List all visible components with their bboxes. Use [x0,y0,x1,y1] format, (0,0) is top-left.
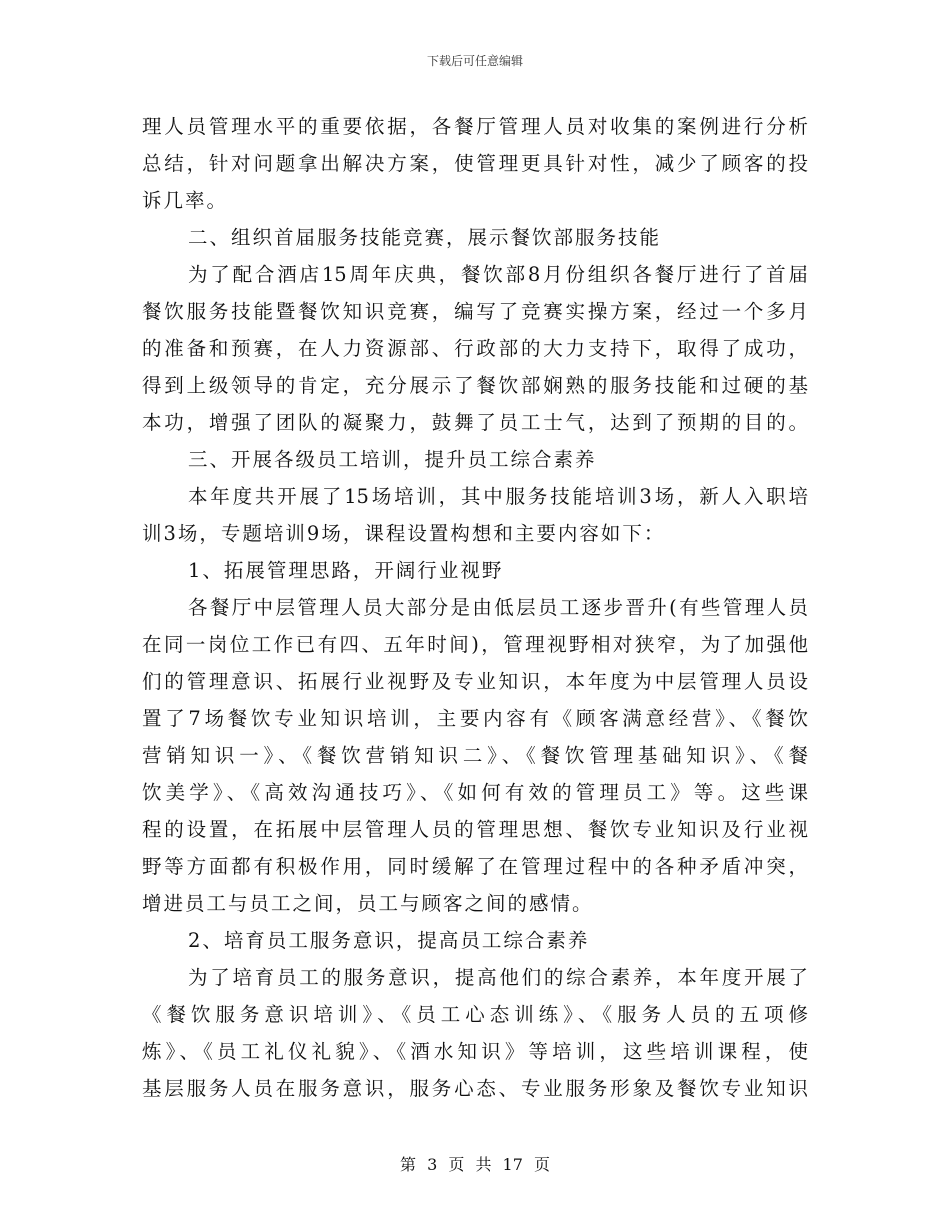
text-line: 本年度共开展了15场培训，其中服务技能培训3场，新人入职培 [188,485,808,508]
document-body [142,108,808,1107]
text-line: 置了7场餐饮专业知识培训，主要内容有《顾客满意经营》、《餐饮 [142,707,808,730]
text-line: 诉几率。 [142,189,229,212]
text-line: 各餐厅中层管理人员大部分是由低层员工逐步晋升(有些管理人员 [188,596,808,619]
text-line: 增进员工与员工之间，员工与顾客之间的感情。 [142,892,594,915]
text-line: 们的管理意识、拓展行业视野及专业知识，本年度为中层管理人员设 [142,670,808,693]
text-line: 为了培育员工的服务意识，提高他们的综合素养，本年度开展了 [188,966,808,989]
text-line: 总结，针对问题拿出解决方案，使管理更具针对性，减少了顾客的投 [142,152,808,175]
text-line: 程的设置，在拓展中层管理人员的管理思想、餐饮专业知识及行业视 [142,818,808,841]
text-line: 基层服务人员在服务意识，服务心态、专业服务形象及餐饮专业知识 [142,1077,808,1100]
text-line: 《餐饮服务意识培训》、《员工心态训练》、《服务人员的五项修 [142,1003,808,1026]
text-line: 二、组织首届服务技能竞赛，展示餐饮部服务技能 [188,226,662,249]
text-line: 的准备和预赛，在人力资源部、行政部的大力支持下，取得了成功， [142,337,808,360]
text-line: 得到上级领导的肯定，充分展示了餐饮部娴熟的服务技能和过硬的基 [142,374,808,397]
text-line: 炼》、《员工礼仪礼貌》、《酒水知识》等培训，这些培训课程，使 [142,1040,808,1063]
text-line: 2、培育员工服务意识，提高员工综合素养 [188,929,590,952]
page-header: 下载后可任意编辑 [426,54,523,68]
text-line: 1、拓展管理思路，开阔行业视野 [188,559,504,582]
text-line: 饮美学》、《高效沟通技巧》、《如何有效的管理员工》等。这些课 [142,781,808,804]
page-footer: 第 3 页 共 17 页 [400,1155,550,1174]
text-line: 为了配合酒店15周年庆典，餐饮部8月份组织各餐厅进行了首届 [188,263,808,286]
text-line: 餐饮服务技能暨餐饮知识竞赛，编写了竞赛实操方案，经过一个多月 [142,300,808,323]
text-line: 理人员管理水平的重要依据，各餐厅管理人员对收集的案例进行分析 [142,115,808,138]
text-line: 本功，增强了团队的凝聚力，鼓舞了员工士气，达到了预期的目的。 [142,411,808,434]
text-line: 营销知识一》、《餐饮营销知识二》、《餐饮管理基础知识》、《餐 [142,744,808,767]
text-line: 训3场，专题培训9场，课程设置构想和主要内容如下： [142,522,666,545]
text-line: 三、开展各级员工培训，提升员工综合素养 [188,448,597,471]
text-line: 在同一岗位工作已有四、五年时间)，管理视野相对狭窄，为了加强他 [142,633,808,656]
text-line: 野等方面都有积极作用，同时缓解了在管理过程中的各种矛盾冲突， [142,855,808,878]
